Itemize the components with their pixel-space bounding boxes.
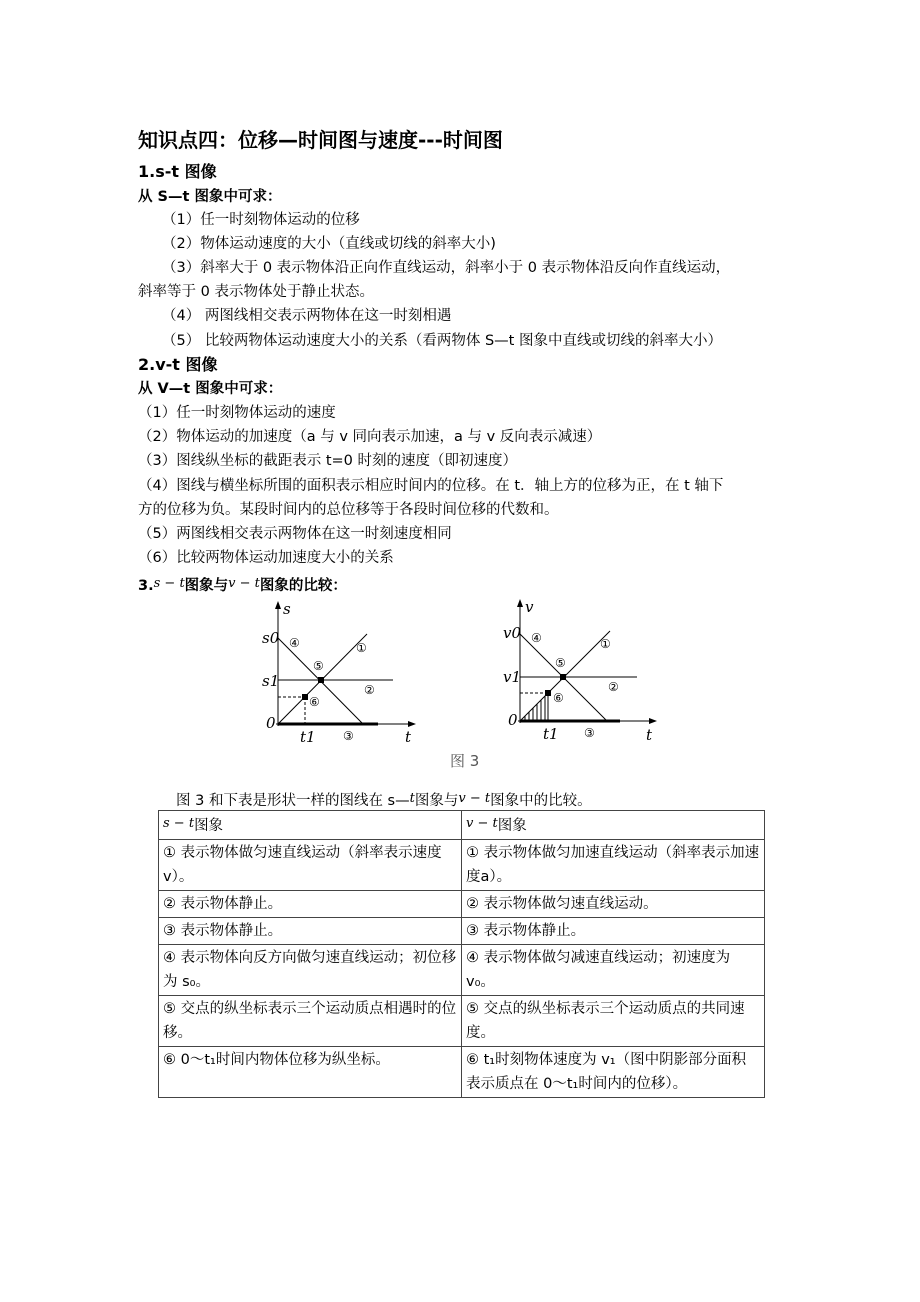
list-item: （5）两图线相交表示两物体在这一时刻速度相同 [138, 526, 452, 542]
vt-math: v − t [466, 816, 498, 831]
table-row [159, 945, 765, 996]
label-t1: t1 [300, 728, 316, 746]
label-v0: v0 [503, 624, 522, 642]
t-axis-arrow [408, 721, 416, 727]
label-s0: s0 [262, 629, 280, 647]
mark-6: ⑥ [309, 695, 320, 709]
cell: ④ 表示物体向反方向做匀速直线运动；初位移为 s₀。 [159, 945, 462, 996]
st-graph [262, 600, 416, 746]
v-axis-arrow [517, 599, 523, 607]
list-item: 斜率等于 0 表示物体处于静止状态。 [138, 284, 374, 300]
list-item: （5） 比较两物体运动速度大小的关系（看两物体 S—t 图象中直线或切线的斜率大小） [162, 333, 722, 349]
mark-3: ③ [343, 729, 354, 743]
label-t1: t1 [543, 725, 559, 743]
prefix: 3. [138, 578, 154, 594]
st-math: s − t [163, 816, 195, 831]
intro-text: 图象与 [414, 793, 459, 809]
axis-label-t: t [405, 728, 412, 746]
list-item: 方的位移为负。某段时间内的总位移等于各段时间位移的代数和。 [138, 502, 559, 518]
s-axis-arrow [275, 601, 281, 609]
point-6 [302, 694, 308, 700]
mark-2: ② [608, 680, 619, 694]
section-intro-st: 从 S—t 图象中可求： [138, 189, 282, 205]
cell: ⑤ 交点的纵坐标表示三个运动质点相遇时的位移。 [159, 996, 462, 1047]
comparison-table [158, 810, 765, 1098]
header-text: 图象 [194, 818, 224, 834]
axis-label-s: s [283, 600, 291, 618]
label-origin: 0 [508, 711, 518, 729]
list-item: （2）物体运动的加速度（a 与 v 同向表示加速，a 与 v 反向表示减速） [138, 429, 602, 445]
mark-4: ④ [531, 631, 542, 645]
mark-5: ⑤ [555, 656, 566, 670]
list-item: （4） 两图线相交表示两物体在这一时刻相遇 [162, 308, 452, 324]
cell: ① 表示物体做匀加速直线运动（斜率表示加速度a）。 [462, 840, 765, 891]
cell: ③ 表示物体静止。 [462, 918, 765, 945]
cell: ④ 表示物体做匀减速直线运动；初速度为 v₀。 [462, 945, 765, 996]
cell: ⑥ 0～t₁时间内物体位移为纵坐标。 [159, 1047, 462, 1098]
intro-text: 图 3 和下表是形状一样的图线在 s— [176, 793, 410, 809]
mark-1: ① [600, 637, 611, 651]
t-axis-arrow [649, 718, 657, 724]
table-row [159, 996, 765, 1047]
intersection-point [318, 677, 324, 683]
st-math: s − t [153, 576, 185, 591]
axis-label-v: v [525, 598, 534, 616]
list-item: （2）物体运动速度的大小（直线或切线的斜率大小) [162, 236, 496, 252]
table-row [159, 840, 765, 891]
mark-2: ② [364, 683, 375, 697]
table-header [159, 811, 765, 840]
mark-4: ④ [289, 636, 300, 650]
point-6 [545, 690, 551, 696]
section-heading-vt: 2.v-t 图像 [138, 355, 218, 374]
table-row [159, 918, 765, 945]
list-item: （3）斜率大于 0 表示物体沿正向作直线运动，斜率小于 0 表示物体沿反向作直线运动， [162, 260, 731, 276]
vt-math: v − t [228, 576, 260, 591]
table-row [159, 1047, 765, 1098]
intro-text: 图象中的比较。 [490, 793, 592, 809]
axis-label-t: t [646, 726, 653, 744]
intersection-point [560, 674, 566, 680]
list-item: （3）图线纵坐标的截距表示 t=0 时刻的速度（即初速度） [138, 453, 518, 469]
cell: ② 表示物体做匀速直线运动。 [462, 891, 765, 918]
mark-6: ⑥ [553, 691, 564, 705]
cell: ② 表示物体静止。 [159, 891, 462, 918]
cell: ① 表示物体做匀速直线运动（斜率表示速度v）。 [159, 840, 462, 891]
section-heading-st: 1.s-t 图像 [138, 162, 217, 181]
label-s1: s1 [262, 672, 280, 690]
cell: ⑤ 交点的纵坐标表示三个运动质点的共同速度。 [462, 996, 765, 1047]
mark-3: ③ [584, 726, 595, 740]
table-row [159, 891, 765, 918]
suffix: 图象的比较： [259, 578, 347, 594]
section-intro-vt: 从 V—t 图象中可求： [138, 381, 283, 397]
list-item: （4）图线与横坐标所围的面积表示相应时间内的位移。在 t．轴上方的位移为正，在 t 轴下 [138, 478, 724, 494]
label-origin: 0 [266, 714, 276, 732]
compare-intro [176, 789, 592, 811]
figure-caption: 图 3 [450, 752, 480, 770]
cell: ③ 表示物体静止。 [159, 918, 462, 945]
cell: ⑥ t₁时刻物体速度为 v₁（图中阴影部分面积表示质点在 0～t₁时间内的位移）。 [462, 1047, 765, 1098]
mark-1: ① [356, 641, 367, 655]
mark-5: ⑤ [313, 659, 324, 673]
header-text: 图象 [497, 818, 527, 834]
page-title: 知识点四：位移—时间图与速度---时间图 [138, 128, 503, 152]
header-st [159, 811, 462, 840]
header-vt [462, 811, 765, 840]
vt-graph [503, 598, 657, 744]
list-item: （1）任一时刻物体运动的速度 [138, 405, 336, 421]
list-item: （6）比较两物体运动加速度大小的关系 [138, 550, 394, 566]
label-v1: v1 [503, 668, 522, 686]
mid: 图象与 [184, 578, 229, 594]
vt-math: v − t [458, 791, 491, 806]
t-math: t [409, 791, 415, 806]
list-item: （1）任一时刻物体运动的位移 [162, 212, 360, 228]
